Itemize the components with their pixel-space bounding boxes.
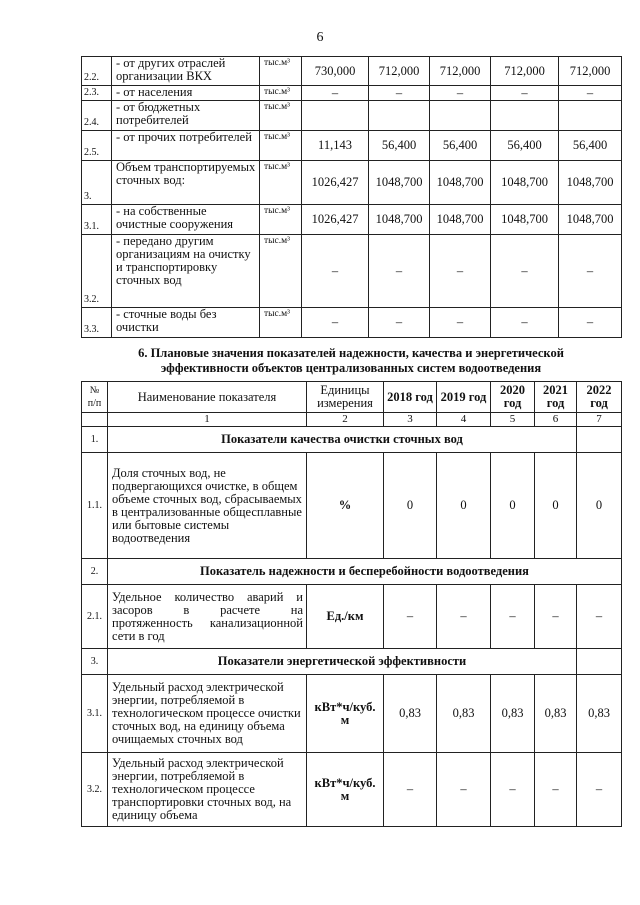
value-cell: – xyxy=(369,235,430,308)
value-cell: – xyxy=(535,753,577,827)
header-year: 2019 год xyxy=(437,382,491,413)
header-year: 2018 год xyxy=(384,382,437,413)
row-unit: кВт*ч/куб. м xyxy=(307,675,384,753)
value-cell: 56,400 xyxy=(491,131,559,161)
row-name: - передано другим организациям на очистку и транспортировку сточных вод xyxy=(112,235,260,308)
value-cell: 11,143 xyxy=(302,131,369,161)
section-empty-cell xyxy=(577,649,622,675)
section-number: 1. xyxy=(82,427,108,453)
value-cell xyxy=(430,101,491,131)
value-cell: 0,83 xyxy=(437,675,491,753)
value-cell: – xyxy=(430,86,491,101)
value-cell: 1048,700 xyxy=(491,205,559,235)
row-name: - на собственные очистные сооружения xyxy=(112,205,260,235)
row-name: Удельное количество аварий и засоров в расчете на протяженность канализационной сети в год xyxy=(108,585,307,649)
header-year: 2020 год xyxy=(491,382,535,413)
wastewater-volume-table xyxy=(81,56,622,338)
row-unit: тыс.м³ xyxy=(260,57,302,86)
header-unit: Единицы измерения xyxy=(307,382,384,413)
value-cell xyxy=(369,101,430,131)
table-row xyxy=(82,453,622,559)
table-row xyxy=(82,101,622,131)
row-unit: тыс.м³ xyxy=(260,86,302,101)
value-cell: 0 xyxy=(577,453,622,559)
value-cell: – xyxy=(491,86,559,101)
section-row xyxy=(82,559,622,585)
header-row xyxy=(82,382,622,413)
row-unit: Ед./км xyxy=(307,585,384,649)
row-unit: тыс.м³ xyxy=(260,101,302,131)
value-cell xyxy=(559,101,622,131)
value-cell: 1048,700 xyxy=(369,205,430,235)
table-row xyxy=(82,86,622,101)
row-unit: тыс.м³ xyxy=(260,131,302,161)
row-number: 1.1. xyxy=(82,453,108,559)
colnum-cell: 1 xyxy=(108,413,307,427)
value-cell xyxy=(491,101,559,131)
value-cell: – xyxy=(369,86,430,101)
value-cell: 0 xyxy=(384,453,437,559)
value-cell: – xyxy=(384,753,437,827)
value-cell: 1026,427 xyxy=(302,161,369,205)
row-number: 2.3. xyxy=(82,86,112,101)
colnum-cell: 5 xyxy=(491,413,535,427)
value-cell: 1048,700 xyxy=(559,161,622,205)
value-cell: 712,000 xyxy=(559,57,622,86)
section-number: 3. xyxy=(82,649,108,675)
indicators-table xyxy=(81,381,622,827)
value-cell: – xyxy=(535,585,577,649)
value-cell: – xyxy=(577,753,622,827)
value-cell: 56,400 xyxy=(559,131,622,161)
section-title: Показатели качества очистки сточных вод xyxy=(108,427,577,453)
section-title: Показатели энергетической эффективности xyxy=(108,649,577,675)
value-cell: 712,000 xyxy=(430,57,491,86)
value-cell: 712,000 xyxy=(369,57,430,86)
header-year: 2021 год xyxy=(535,382,577,413)
table-row xyxy=(82,235,622,308)
row-unit: тыс.м³ xyxy=(260,235,302,308)
table-row xyxy=(82,205,622,235)
table-row xyxy=(82,57,622,86)
row-name: Удельный расход электрической энергии, потребляемой в технологическом процессе очистки сточных вод, на единицу объема очищаемых сточных вод xyxy=(108,675,307,753)
row-number: 2.2. xyxy=(82,57,112,86)
value-cell xyxy=(302,101,369,131)
section-empty-cell xyxy=(577,427,622,453)
colnum-cell: 7 xyxy=(577,413,622,427)
table-row xyxy=(82,161,622,205)
value-cell: – xyxy=(491,753,535,827)
row-unit: тыс.м³ xyxy=(260,308,302,338)
row-name: - от бюджетных потребителей xyxy=(112,101,260,131)
colnum-cell: 3 xyxy=(384,413,437,427)
value-cell: – xyxy=(369,308,430,338)
value-cell: – xyxy=(491,235,559,308)
row-number: 2.5. xyxy=(82,131,112,161)
section-row xyxy=(82,649,622,675)
row-name: - от прочих потребителей xyxy=(112,131,260,161)
row-name: - сточные воды без очистки xyxy=(112,308,260,338)
value-cell: 1048,700 xyxy=(491,161,559,205)
section-row xyxy=(82,427,622,453)
value-cell: 712,000 xyxy=(491,57,559,86)
value-cell: 0 xyxy=(535,453,577,559)
value-cell: 1048,700 xyxy=(559,205,622,235)
row-number: 3.2. xyxy=(82,235,112,308)
row-number: 2.1. xyxy=(82,585,108,649)
section-number: 2. xyxy=(82,559,108,585)
row-unit: тыс.м³ xyxy=(260,161,302,205)
value-cell: – xyxy=(559,308,622,338)
value-cell: – xyxy=(302,308,369,338)
row-number: 3. xyxy=(82,161,112,205)
table-row xyxy=(82,308,622,338)
value-cell: 1026,427 xyxy=(302,205,369,235)
row-number: 3.3. xyxy=(82,308,112,338)
section-heading xyxy=(81,346,621,376)
value-cell: 0,83 xyxy=(491,675,535,753)
column-number-row xyxy=(82,413,622,427)
header-num: № п/п xyxy=(82,382,108,413)
row-unit: % xyxy=(307,453,384,559)
value-cell: – xyxy=(302,86,369,101)
table-row xyxy=(82,131,622,161)
value-cell: 1048,700 xyxy=(369,161,430,205)
header-year: 2022 год xyxy=(577,382,622,413)
value-cell: 56,400 xyxy=(369,131,430,161)
section-heading-line2: эффективности объектов централизованных систем водоотведения xyxy=(160,361,542,375)
section-heading-line1: 6. Плановые значения показателей надежности, качества и энергетической xyxy=(138,346,564,360)
value-cell: 1048,700 xyxy=(430,205,491,235)
table-row xyxy=(82,585,622,649)
value-cell: – xyxy=(384,585,437,649)
value-cell: – xyxy=(559,86,622,101)
colnum-cell: 6 xyxy=(535,413,577,427)
row-number: 3.2. xyxy=(82,753,108,827)
page-number: 6 xyxy=(316,30,324,45)
colnum-cell: 4 xyxy=(437,413,491,427)
value-cell: – xyxy=(430,308,491,338)
table-row xyxy=(82,753,622,827)
row-number: 2.4. xyxy=(82,101,112,131)
row-unit: тыс.м³ xyxy=(260,205,302,235)
header-name: Наименование показателя xyxy=(108,382,307,413)
row-name: Удельный расход электрической энергии, потребляемой в технологическом процессе транспортировки сточных вод, на единицу объема xyxy=(108,753,307,827)
section-title: Показатель надежности и бесперебойности водоотведения xyxy=(108,559,622,585)
value-cell: 0,83 xyxy=(384,675,437,753)
value-cell: – xyxy=(437,753,491,827)
colnum-cell: 2 xyxy=(307,413,384,427)
value-cell: – xyxy=(491,308,559,338)
value-cell: 56,400 xyxy=(430,131,491,161)
value-cell: 0 xyxy=(491,453,535,559)
value-cell: – xyxy=(437,585,491,649)
value-cell: 1048,700 xyxy=(430,161,491,205)
row-name: - от других отраслей организации ВКХ xyxy=(112,57,260,86)
value-cell: – xyxy=(302,235,369,308)
value-cell: 0 xyxy=(437,453,491,559)
row-unit: кВт*ч/куб. м xyxy=(307,753,384,827)
row-number: 3.1. xyxy=(82,675,108,753)
value-cell: 0,83 xyxy=(577,675,622,753)
row-name: - от населения xyxy=(112,86,260,101)
value-cell: – xyxy=(430,235,491,308)
row-name: Объем транспортируемых сточных вод: xyxy=(112,161,260,205)
value-cell: – xyxy=(559,235,622,308)
row-name: Доля сточных вод, не подвергающихся очистке, в общем объеме сточных вод, сбрасываемых в централизованные общесплавные или бытовые системы водоотведения xyxy=(108,453,307,559)
value-cell: 0,83 xyxy=(535,675,577,753)
value-cell: – xyxy=(577,585,622,649)
row-number: 3.1. xyxy=(82,205,112,235)
colnum-empty xyxy=(82,413,108,427)
value-cell: 730,000 xyxy=(302,57,369,86)
table-row xyxy=(82,675,622,753)
value-cell: – xyxy=(491,585,535,649)
